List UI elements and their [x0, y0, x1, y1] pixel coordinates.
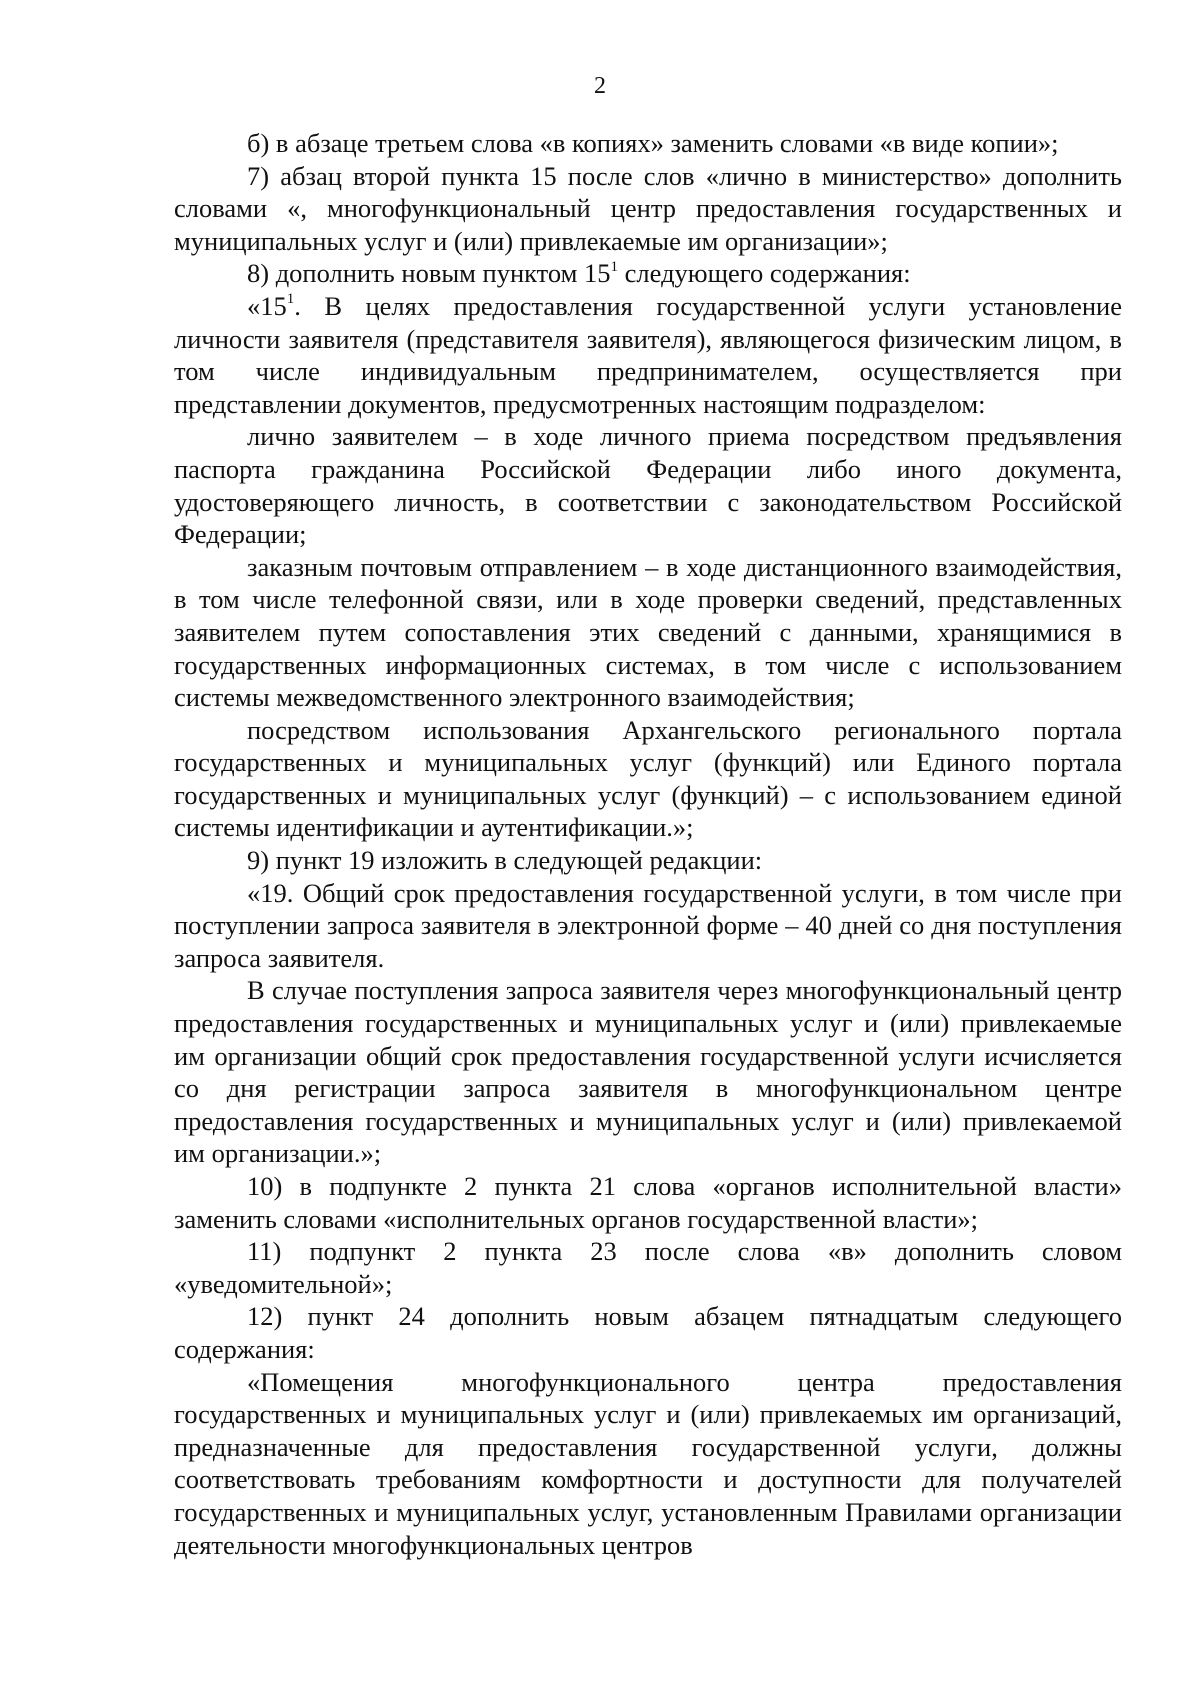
page-number: 2: [594, 73, 606, 99]
document-body: [174, 127, 1122, 1561]
paragraph-text: 8) дополнить новым пунктом 15: [247, 258, 611, 289]
paragraph: заказным почтовым отправлением – в ходе дистанционного взаимодействия, в том числе телефонной связи, или в ходе проверки сведений, представленных заявителем путем сопоставления этих сведений с данными, хранящимися в государственных информационных системах, в том числе с использованием системы межведомственного электронного взаимодействия;: [174, 551, 1122, 713]
paragraph-text: . В целях предоставления государственной услуги установление личности заявителя (представителя заявителя), являющегося физическим лицом, в том числе индивидуальным предпринимателем, осуществляется при представлении документов, предусмотренных настоящим подразделом:: [174, 290, 1122, 419]
paragraph-text: «15: [247, 290, 287, 321]
paragraph: 7) абзац второй пункта 15 после слов «лично в министерство» дополнить словами «, многофункциональный центр предоставления государственных и муниципальных услуг и (или) привлекаемые им организации»;: [174, 160, 1122, 256]
paragraph: 12) пункт 24 дополнить новым абзацем пятнадцатым следующего содержания:: [174, 1301, 1122, 1364]
paragraph: [174, 290, 1122, 420]
superscript: 1: [610, 258, 619, 275]
paragraph: В случае поступления запроса заявителя через многофункциональный центр предоставления государственных и муниципальных услуг и (или) привлекаемые им организации общий срок предоставления государственной услуги исчисляется со дня регистрации запроса заявителя в многофункциональном центре предоставления государственных и муниципальных услуг и (или) привлекаемой им организации.»;: [174, 975, 1122, 1169]
paragraph: 10) в подпункте 2 пункта 21 слова «органов исполнительной власти» заменить словами «исполнительных органов государственной власти»;: [174, 1171, 1122, 1234]
paragraph: 11) подпункт 2 пункта 23 после слова «в» дополнить словом «уведомительной»;: [174, 1236, 1122, 1299]
paragraph: лично заявителем – в ходе личного приема посредством предъявления паспорта гражданина Российской Федерации либо иного документа, удостоверяющего личность, в соответствии с законодательством Российской Федерации;: [174, 421, 1122, 550]
paragraph: «Помещения многофункционального центра предоставления государственных и муниципальных услуг и (или) привлекаемых им организаций, предназначенные для предоставления государственной услуги, должны соответствовать требованиям комфортности и доступности для получателей государственных и муниципальных услуг, установленным Правилами организации деятельности многофункциональных центров: [174, 1366, 1122, 1560]
paragraph: [174, 257, 1122, 290]
paragraph: 9) пункт 19 изложить в следующей редакции:: [247, 845, 763, 876]
paragraph: посредством использования Архангельского регионального портала государственных и муниципальных услуг (функций) или Единого портала государственных и муниципальных услуг (функций) – с использованием единой системы идентификации и аутентификации.»;: [174, 714, 1122, 843]
paragraph: «19. Общий срок предоставления государственной услуги, в том числе при поступлении запроса заявителя в электронной форме – 40 дней со дня поступления запроса заявителя.: [174, 877, 1122, 973]
superscript: 1: [286, 291, 295, 308]
paragraph: б) в абзаце третьем слова «в копиях» заменить словами «в виде копии»;: [247, 128, 1059, 158]
paragraph-text: следующего содержания:: [618, 258, 911, 289]
